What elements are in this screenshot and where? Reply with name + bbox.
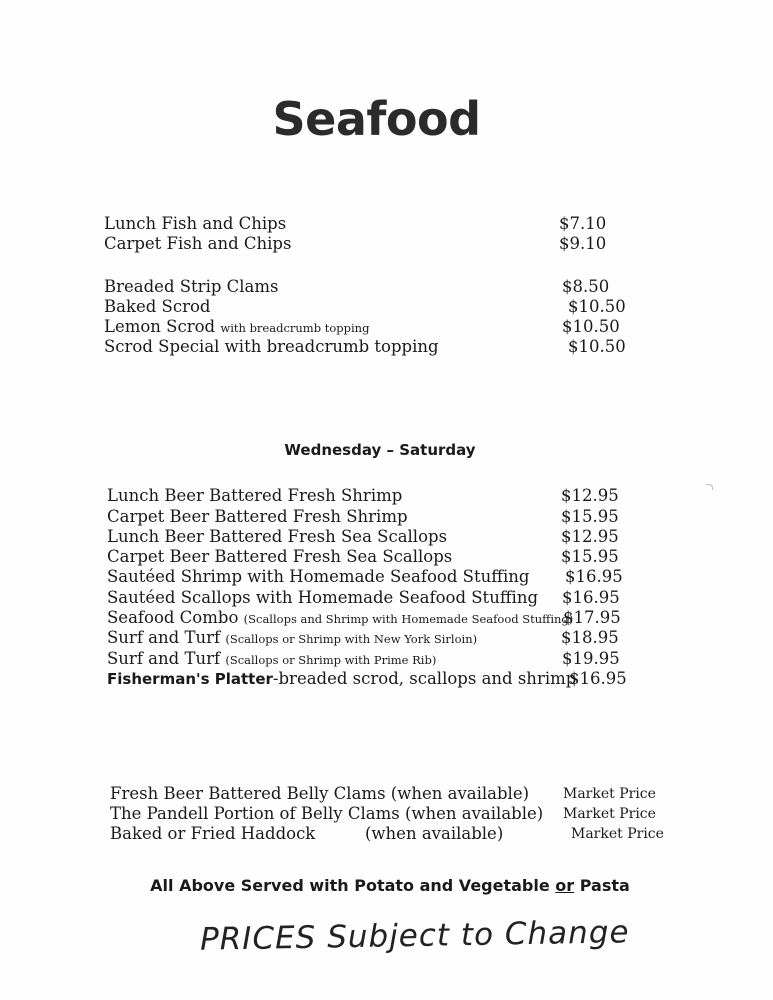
menu-item (107, 566, 627, 588)
item-name: Carpet Beer Battered Fresh Shrimp (107, 507, 408, 526)
menu-item (110, 783, 670, 805)
serving-note-underlined: or (555, 876, 575, 895)
serving-note-after: Pasta (574, 876, 630, 895)
menu-item (110, 823, 670, 845)
item-price: $16.95 (569, 669, 627, 688)
item-price: $12.95 (561, 527, 619, 546)
item-name (107, 627, 477, 650)
item-price: $7.10 (559, 214, 607, 233)
menu-item (107, 607, 627, 629)
menu-item (104, 316, 624, 338)
item-price: $8.50 (562, 277, 610, 296)
item-note: with breadcrumb topping (220, 321, 370, 335)
item-name (107, 668, 576, 690)
item-name: Carpet Fish and Chips (104, 234, 292, 253)
item-name: Lunch Fish and Chips (104, 214, 287, 233)
item-price: Market Price (563, 806, 656, 822)
menu-item (104, 296, 624, 318)
item-price: $18.95 (561, 628, 619, 647)
menu-item (107, 526, 627, 548)
item-name: Lunch Beer Battered Fresh Sea Scallops (107, 527, 448, 546)
menu-item (104, 233, 624, 255)
menu-item (104, 276, 624, 298)
item-price: $10.50 (568, 297, 626, 316)
menu-item (107, 668, 627, 690)
menu-item (107, 627, 627, 649)
item-price: $9.10 (559, 234, 607, 253)
menu-item (107, 506, 627, 528)
item-name: Fresh Beer Battered Belly Clams (when available) (110, 784, 530, 803)
item-name: Baked Scrod (104, 297, 211, 316)
item-name: Sautéed Scallops with Homemade Seafood Stuffing (107, 588, 539, 607)
menu-item (107, 587, 627, 609)
menu-item (104, 213, 624, 235)
item-name-main: Seafood Combo (107, 608, 239, 627)
item-name: Sautéed Shrimp with Homemade Seafood Stuffing (107, 567, 530, 586)
item-name: The Pandell Portion of Belly Clams (when available) (110, 804, 544, 823)
item-name: Baked or Fried Haddock (110, 824, 316, 843)
item-price: $16.95 (565, 567, 623, 586)
page-title: Seafood (272, 92, 481, 146)
item-name-rest: -breaded scrod, scallops and shrimp (272, 669, 577, 688)
handwritten-price-note: PRICES Subject to Change (199, 914, 630, 958)
item-price: $19.95 (562, 649, 620, 668)
item-note: (Scallops or Shrimp with New York Sirloin) (225, 632, 478, 646)
item-price: Market Price (571, 826, 664, 842)
menu-item (110, 803, 670, 825)
serving-note (0, 876, 773, 895)
item-name: Carpet Beer Battered Fresh Sea Scallops (107, 547, 453, 566)
menu-item (107, 546, 627, 568)
item-name-bold: Fisherman's Platter (107, 670, 273, 688)
item-note: (when available) (365, 824, 504, 843)
serving-note-before: All Above Served with Potato and Vegetable (150, 876, 556, 895)
item-price: $15.95 (561, 547, 619, 566)
item-price: $17.95 (563, 608, 621, 627)
menu-item (104, 336, 624, 358)
item-name-main: Lemon Scrod (104, 317, 216, 336)
section-subheading: Wednesday – Saturday (284, 441, 476, 459)
item-price: $10.50 (562, 317, 620, 336)
menu-item (107, 485, 627, 507)
item-name: Scrod Special with breadcrumb topping (104, 337, 439, 356)
item-price: $15.95 (561, 507, 619, 526)
scan-mark (706, 484, 713, 490)
item-price: $16.95 (562, 588, 620, 607)
item-price: $12.95 (561, 486, 619, 505)
item-name-main: Surf and Turf (107, 649, 221, 668)
item-price: $10.50 (568, 337, 626, 356)
menu-item (107, 648, 627, 670)
item-name-main: Surf and Turf (107, 628, 221, 647)
item-note: (Scallops or Shrimp with Prime Rib) (225, 653, 437, 667)
item-note: (Scallops and Shrimp with Homemade Seafood Stuffing) (243, 612, 574, 626)
item-name: Breaded Strip Clams (104, 277, 279, 296)
item-price: Market Price (563, 786, 656, 802)
item-name: Lunch Beer Battered Fresh Shrimp (107, 486, 403, 505)
